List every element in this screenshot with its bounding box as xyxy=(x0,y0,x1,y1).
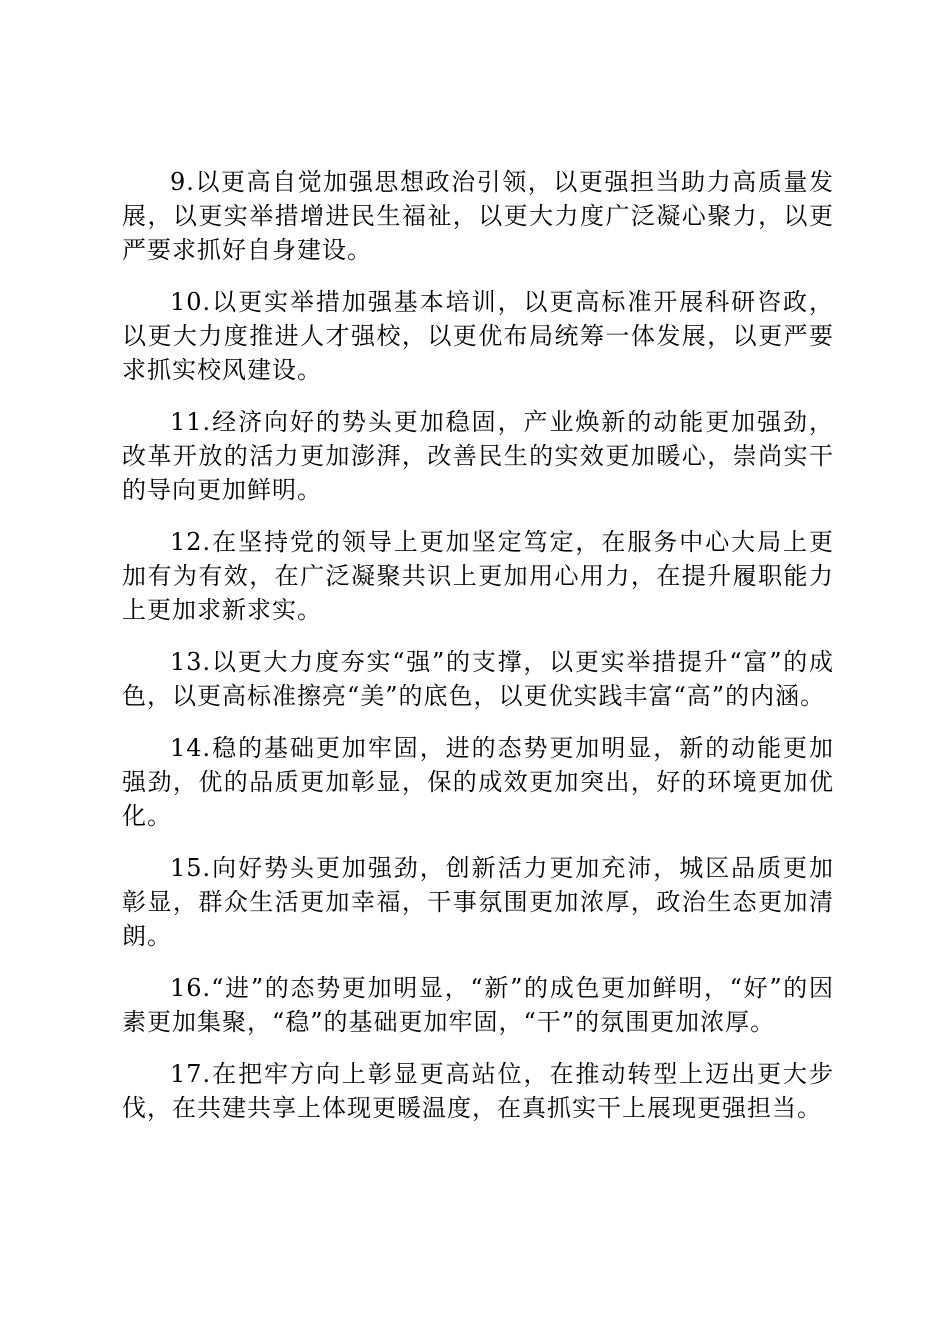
paragraph-12: 12.在坚持党的领导上更加坚定笃定，在服务中心大局上更加有为有效，在广泛凝聚共识上更加用心用力，在提升履职能力上更加求新求实。 xyxy=(122,528,834,624)
paragraph-15: 15.向好势头更加强劲，创新活力更加充沛，城区品质更加彰显，群众生活更加幸福，干事氛围更加浓厚，政治生态更加清朗。 xyxy=(122,854,834,950)
paragraph-17: 17.在把牢方向上彰显更高站位，在推动转型上迈出更大步伐，在共建共享上体现更暖温度，在真抓实干上展现更强担当。 xyxy=(122,1060,834,1122)
document-body xyxy=(122,165,834,1143)
paragraph-9: 9.以更高自觉加强思想政治引领，以更强担当助力高质量发展，以更实举措增进民生福祉，以更大力度广泛凝心聚力，以更严要求抓好自身建设。 xyxy=(122,168,834,264)
paragraph-11: 11.经济向好的势头更加稳固，产业焕新的动能更加强劲，改革开放的活力更加澎湃，改善民生的实效更加暖心，崇尚实干的导向更加鲜明。 xyxy=(122,408,834,504)
paragraph-10: 10.以更实举措加强基本培训，以更高标准开展科研咨政，以更大力度推进人才强校，以更优布局统筹一体发展，以更严要求抓实校风建设。 xyxy=(122,288,834,384)
paragraph-13: 13.以更大力度夯实“强”的支撑，以更实举措提升“富”的成色，以更高标准擦亮“美”的底色，以更优实践丰富“高”的内涵。 xyxy=(122,648,834,710)
paragraph-14: 14.稳的基础更加牢固，进的态势更加明显，新的动能更加强劲，优的品质更加彰显，保的成效更加突出，好的环境更加优化。 xyxy=(122,734,834,830)
paragraph-16: 16.“进”的态势更加明显，“新”的成色更加鲜明，“好”的因素更加集聚，“稳”的基础更加牢固，“干”的氛围更加浓厚。 xyxy=(122,974,834,1036)
